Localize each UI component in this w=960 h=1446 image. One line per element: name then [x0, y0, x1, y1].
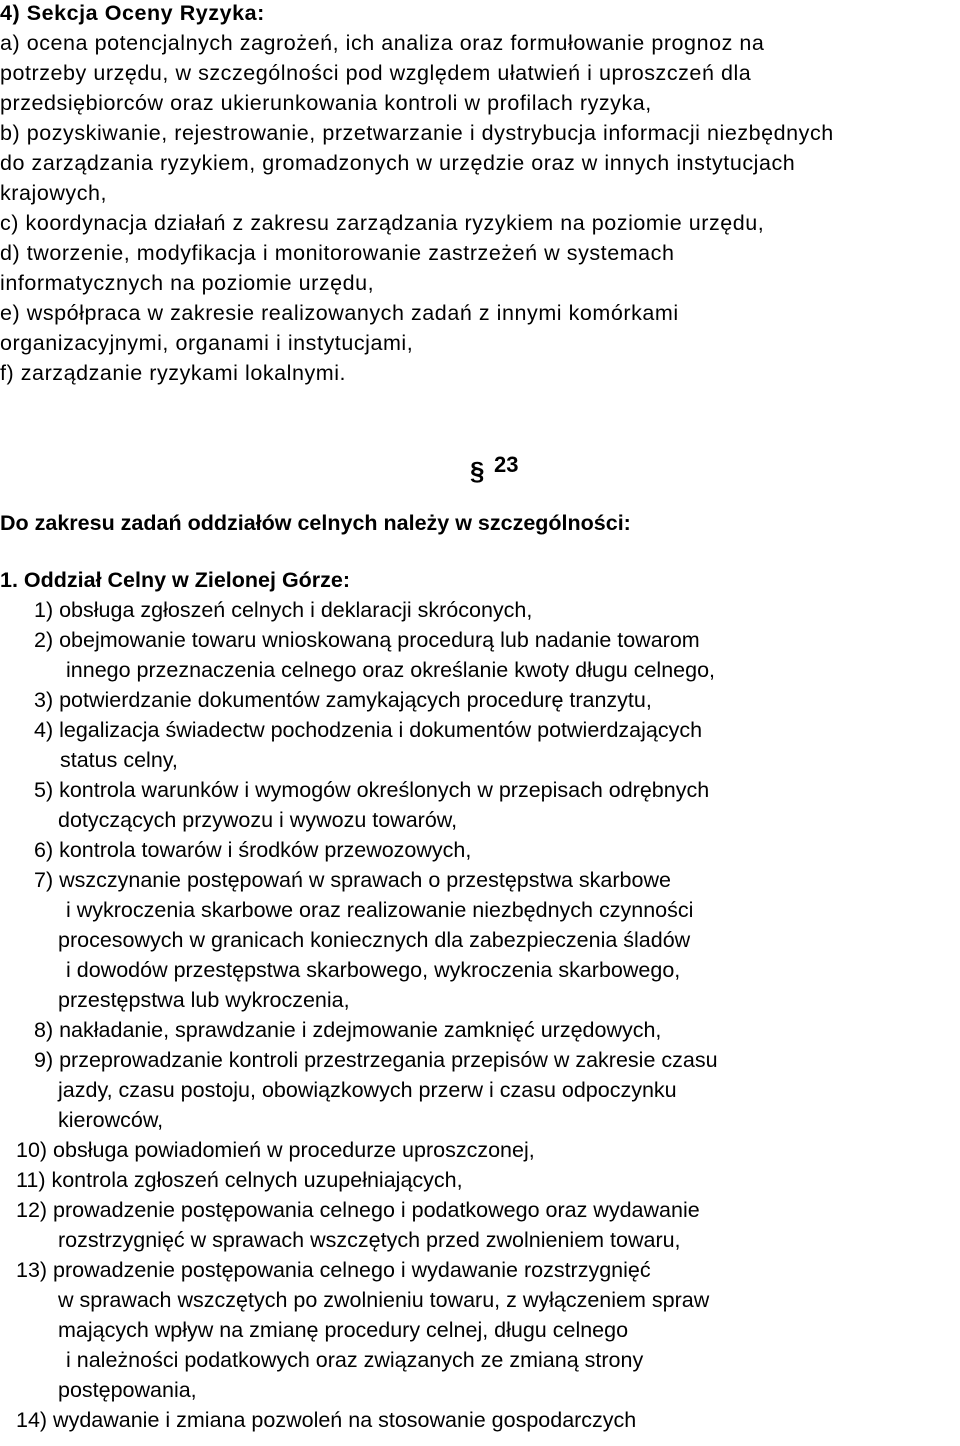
task-line: 9) przeprowadzanie kontroli przestrzegania przepisów w zakresie czasu: [34, 1048, 718, 1072]
task-line: i wykroczenia skarbowe oraz realizowanie niezbędnych czynności: [66, 898, 694, 922]
task-line: postępowania,: [58, 1378, 197, 1402]
task-line: kierowców,: [58, 1108, 164, 1132]
task-line: dotyczących przywozu i wywozu towarów,: [58, 808, 458, 832]
paragraph-sign: §: [470, 456, 485, 486]
section-line: b) pozyskiwanie, rejestrowanie, przetwarzanie i dystrybucja informacji niezbędnych: [0, 121, 834, 145]
task-line: procesowych w granicach koniecznych dla zabezpieczenia śladów: [58, 928, 691, 952]
task-line: i należności podatkowych oraz związanych ze zmianą strony: [66, 1348, 644, 1372]
task-line: 3) potwierdzanie dokumentów zamykających procedurę tranzytu,: [34, 688, 652, 712]
task-line: przestępstwa lub wykroczenia,: [58, 988, 350, 1012]
office-heading: 1. Oddział Celny w Zielonej Górze:: [0, 568, 351, 592]
section-line: f) zarządzanie ryzykami lokalnymi.: [0, 361, 347, 385]
task-line: 5) kontrola warunków i wymogów określonych w przepisach odrębnych: [34, 778, 710, 802]
task-line: 7) wszczynanie postępowań w sprawach o przestępstwa skarbowe: [34, 868, 671, 892]
task-line: jazdy, czasu postoju, obowiązkowych przerw i czasu odpoczynku: [58, 1078, 677, 1102]
task-line: rozstrzygnięć w sprawach wszczętych przed zwolnieniem towaru,: [58, 1228, 681, 1252]
section-line: d) tworzenie, modyfikacja i monitorowanie zastrzeżeń w systemach: [0, 241, 675, 265]
section-line: informatycznych na poziomie urzędu,: [0, 271, 375, 295]
section-line: organizacyjnymi, organami i instytucjami,: [0, 331, 414, 355]
task-line: 8) nakładanie, sprawdzanie i zdejmowanie zamknięć urzędowych,: [34, 1018, 662, 1042]
task-line: status celny,: [60, 748, 178, 772]
intro-heading: Do zakresu zadań oddziałów celnych należy w szczególności:: [0, 511, 631, 535]
section-line: krajowych,: [0, 181, 108, 205]
section-line: c) koordynacja działań z zakresu zarządzania ryzykiem na poziomie urzędu,: [0, 211, 765, 235]
task-line: 13) prowadzenie postępowania celnego i wydawanie rozstrzygnięć: [16, 1258, 651, 1282]
section-line: przedsiębiorców oraz ukierunkowania kontroli w profilach ryzyka,: [0, 91, 652, 115]
task-line: 2) obejmowanie towaru wnioskowaną procedurą lub nadanie towarom: [34, 628, 700, 652]
task-line: 10) obsługa powiadomień w procedurze uproszczonej,: [16, 1138, 535, 1162]
section-line: e) współpraca w zakresie realizowanych zadań z innymi komórkami: [0, 301, 679, 325]
section-line: do zarządzania ryzykiem, gromadzonych w urzędzie oraz w innych instytucjach: [0, 151, 796, 175]
task-line: 11) kontrola zgłoszeń celnych uzupełniających,: [16, 1168, 463, 1192]
section-line: potrzeby urzędu, w szczególności pod względem ułatwień i uproszczeń dla: [0, 61, 752, 85]
task-line: mających wpływ na zmianę procedury celnej, długu celnego: [58, 1318, 629, 1342]
task-line: i dowodów przestępstwa skarbowego, wykroczenia skarbowego,: [66, 958, 681, 982]
task-line: innego przeznaczenia celnego oraz określanie kwoty długu celnego,: [66, 658, 715, 682]
task-line: 12) prowadzenie postępowania celnego i podatkowego oraz wydawanie: [16, 1198, 700, 1222]
task-line: 1) obsługa zgłoszeń celnych i deklaracji skróconych,: [34, 598, 533, 622]
paragraph-number: 23: [494, 452, 519, 477]
section-title: 4) Sekcja Oceny Ryzyka:: [0, 1, 265, 25]
section-line: a) ocena potencjalnych zagrożeń, ich analiza oraz formułowanie prognoz na: [0, 31, 765, 55]
task-line: 4) legalizacja świadectw pochodzenia i dokumentów potwierdzających: [34, 718, 703, 742]
task-line: w sprawach wszczętych po zwolnieniu towaru, z wyłączeniem spraw: [58, 1288, 710, 1312]
task-line: 6) kontrola towarów i środków przewozowych,: [34, 838, 472, 862]
task-line: 14) wydawanie i zmiana pozwoleń na stosowanie gospodarczych: [16, 1408, 637, 1432]
